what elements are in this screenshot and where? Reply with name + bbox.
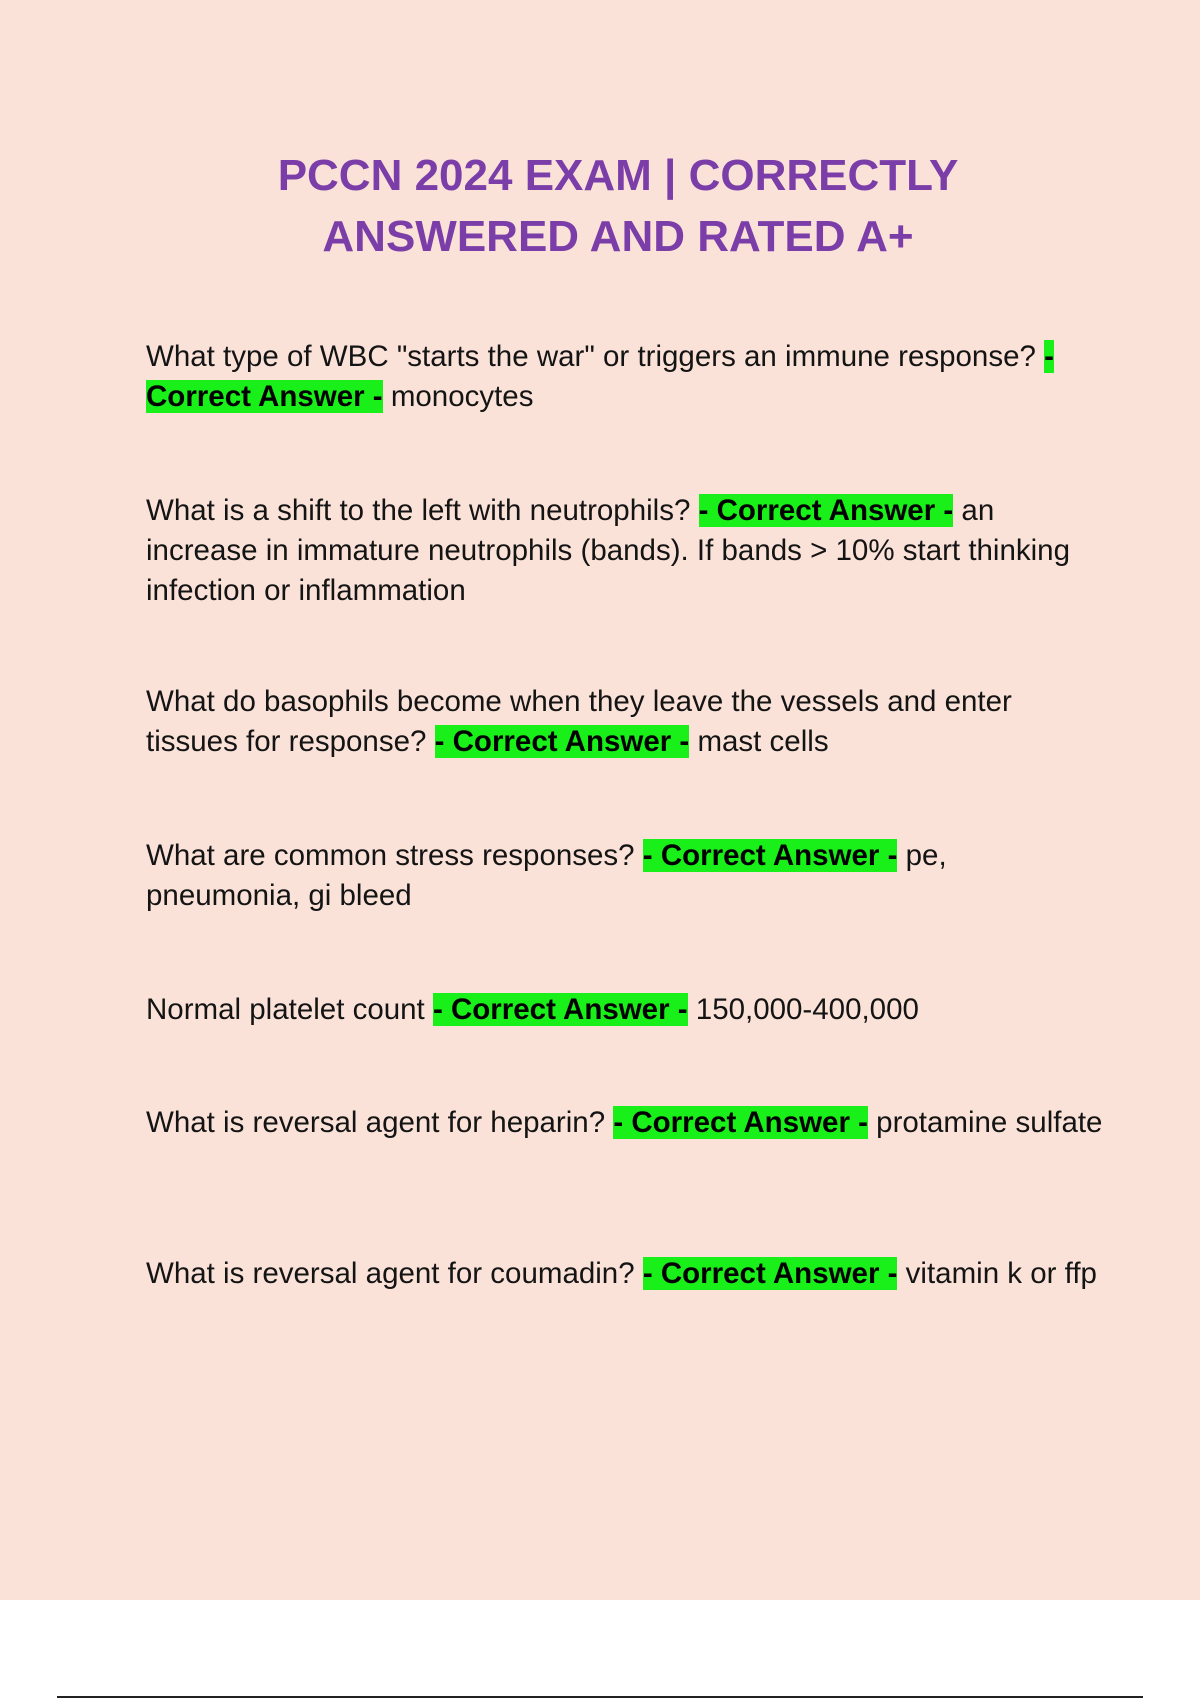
- correct-answer-marker: - Correct Answer -: [146, 340, 1054, 413]
- question-text: What is a shift to the left with neutrophils?: [146, 494, 691, 527]
- answer-text: monocytes: [390, 380, 534, 413]
- qa-item: [146, 990, 1106, 1030]
- answer-text: an increase in immature neutrophils (bands). If bands > 10% start thinking infection or inflammation: [146, 494, 1070, 607]
- answer-text: protamine sulfate: [876, 1106, 1103, 1139]
- answer-text: 150,000-400,000: [695, 993, 919, 1026]
- qa-item: [146, 836, 1106, 916]
- qa-item: [146, 491, 1106, 611]
- title-line-2: ANSWERED AND RATED A+: [322, 212, 914, 261]
- question-text: What do basophils become when they leave the vessels and enter tissues for response?: [146, 685, 1012, 758]
- title-line-1: PCCN 2024 EXAM | CORRECTLY: [277, 151, 959, 200]
- qa-item: [146, 1103, 1106, 1143]
- question-text: What is reversal agent for heparin?: [146, 1106, 606, 1139]
- correct-answer-marker: - Correct Answer -: [432, 993, 688, 1026]
- correct-answer-marker: - Correct Answer -: [613, 1106, 868, 1139]
- question-text: What is reversal agent for coumadin?: [146, 1257, 635, 1290]
- qa-item: [146, 1254, 1106, 1294]
- answer-text: pe, pneumonia, gi bleed: [146, 839, 947, 912]
- document-title: [0, 145, 1200, 267]
- correct-answer-marker: - Correct Answer -: [434, 725, 690, 758]
- footer-divider: [57, 1696, 1143, 1698]
- correct-answer-marker: - Correct Answer -: [642, 1257, 898, 1290]
- correct-answer-marker: - Correct Answer -: [698, 494, 954, 527]
- question-text: What type of WBC "starts the war" or triggers an immune response?: [146, 340, 1036, 373]
- qa-item: [146, 337, 1106, 417]
- answer-text: mast cells: [697, 725, 829, 758]
- question-text: Normal platelet count: [146, 993, 425, 1026]
- answer-text: vitamin k or ffp: [905, 1257, 1097, 1290]
- question-text: What are common stress responses?: [146, 839, 635, 872]
- correct-answer-marker: - Correct Answer -: [642, 839, 898, 872]
- qa-item: [146, 682, 1106, 762]
